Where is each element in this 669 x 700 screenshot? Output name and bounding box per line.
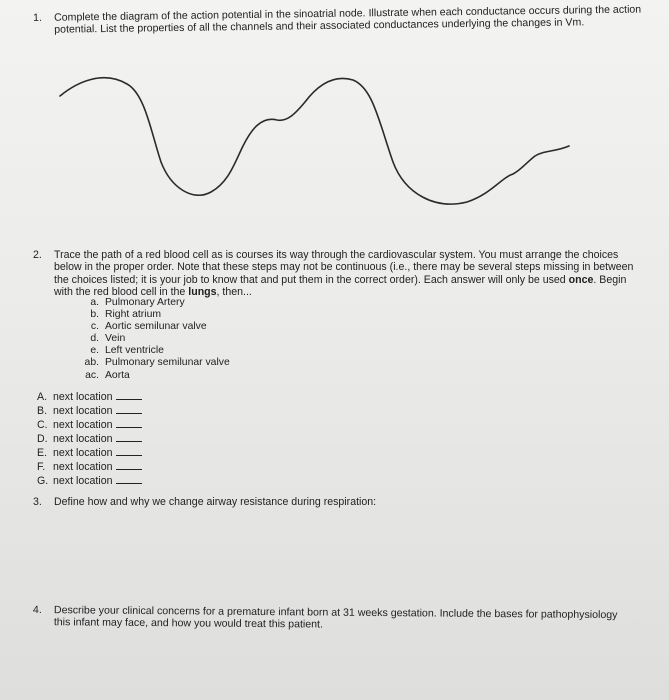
question-1 [33,3,643,36]
question-text: Complete the diagram of the action potential in the sinoatrial node. Illustrate when each conductance occurs during the action potential. List the properties of all the channels and their associated conductances underlying the changes in Vm. [53,3,642,37]
answer-blank[interactable] [116,474,142,484]
choice-item: e. Left ventricle [90,345,164,357]
emphasis-lungs: lungs [188,286,217,299]
question-text: Trace the path of a red blood cell as is courses its way through the cardiovascular system. You must arrange the choices below in the proper order. Note that these steps may not be continuous (i.e., there may be several steps missing in between the choices listed; it is your job to know that and put them in the correct order). Each answer will only be used once. Begin with the red blood cell in the lungs, then... [54,249,634,299]
question-4 [33,604,633,634]
answer-blank[interactable] [116,460,142,470]
question-number: 3. [33,496,42,508]
answer-blank[interactable] [116,446,142,456]
question-number: 1. [33,11,43,24]
choice-item: ac. Aorta [85,369,130,381]
choice-item: a. Pulmonary Artery [90,297,185,308]
answer-row: C. next location [37,418,142,432]
answer-blank[interactable] [116,418,142,428]
answer-list [37,390,142,488]
choice-item: d. Vein [90,333,126,345]
question-text: Define how and why we change airway resistance during respiration: [54,496,377,508]
answer-row: D. next location [37,432,142,446]
emphasis-once: once [568,273,594,286]
question-number: 2. [33,249,42,261]
choice-item: c. Aortic semilunar valve [90,321,207,333]
answer-blank[interactable] [116,390,142,400]
answer-row: G. next location [37,474,142,488]
question-2 [33,249,648,299]
answer-blank[interactable] [116,432,142,442]
question-number: 4. [32,604,42,617]
answer-row: B. next location [37,404,142,418]
choice-list [74,297,230,382]
choice-item: ab. Pulmonary semilunar valve [84,357,230,369]
membrane-potential-curve [60,78,569,204]
answer-row: F. next location [37,460,142,474]
answer-row: A. next location [37,390,142,404]
question-3 [33,496,533,508]
action-potential-diagram [55,70,585,220]
question-text: Describe your clinical concerns for a premature infant born at 31 weeks gestation. Include the bases for pathophysiology this infant may face, and how you would treat this patient. [53,604,618,631]
choice-item: b. Right atrium [90,309,162,321]
answer-row: E. next location [37,446,142,460]
answer-blank[interactable] [116,404,142,414]
